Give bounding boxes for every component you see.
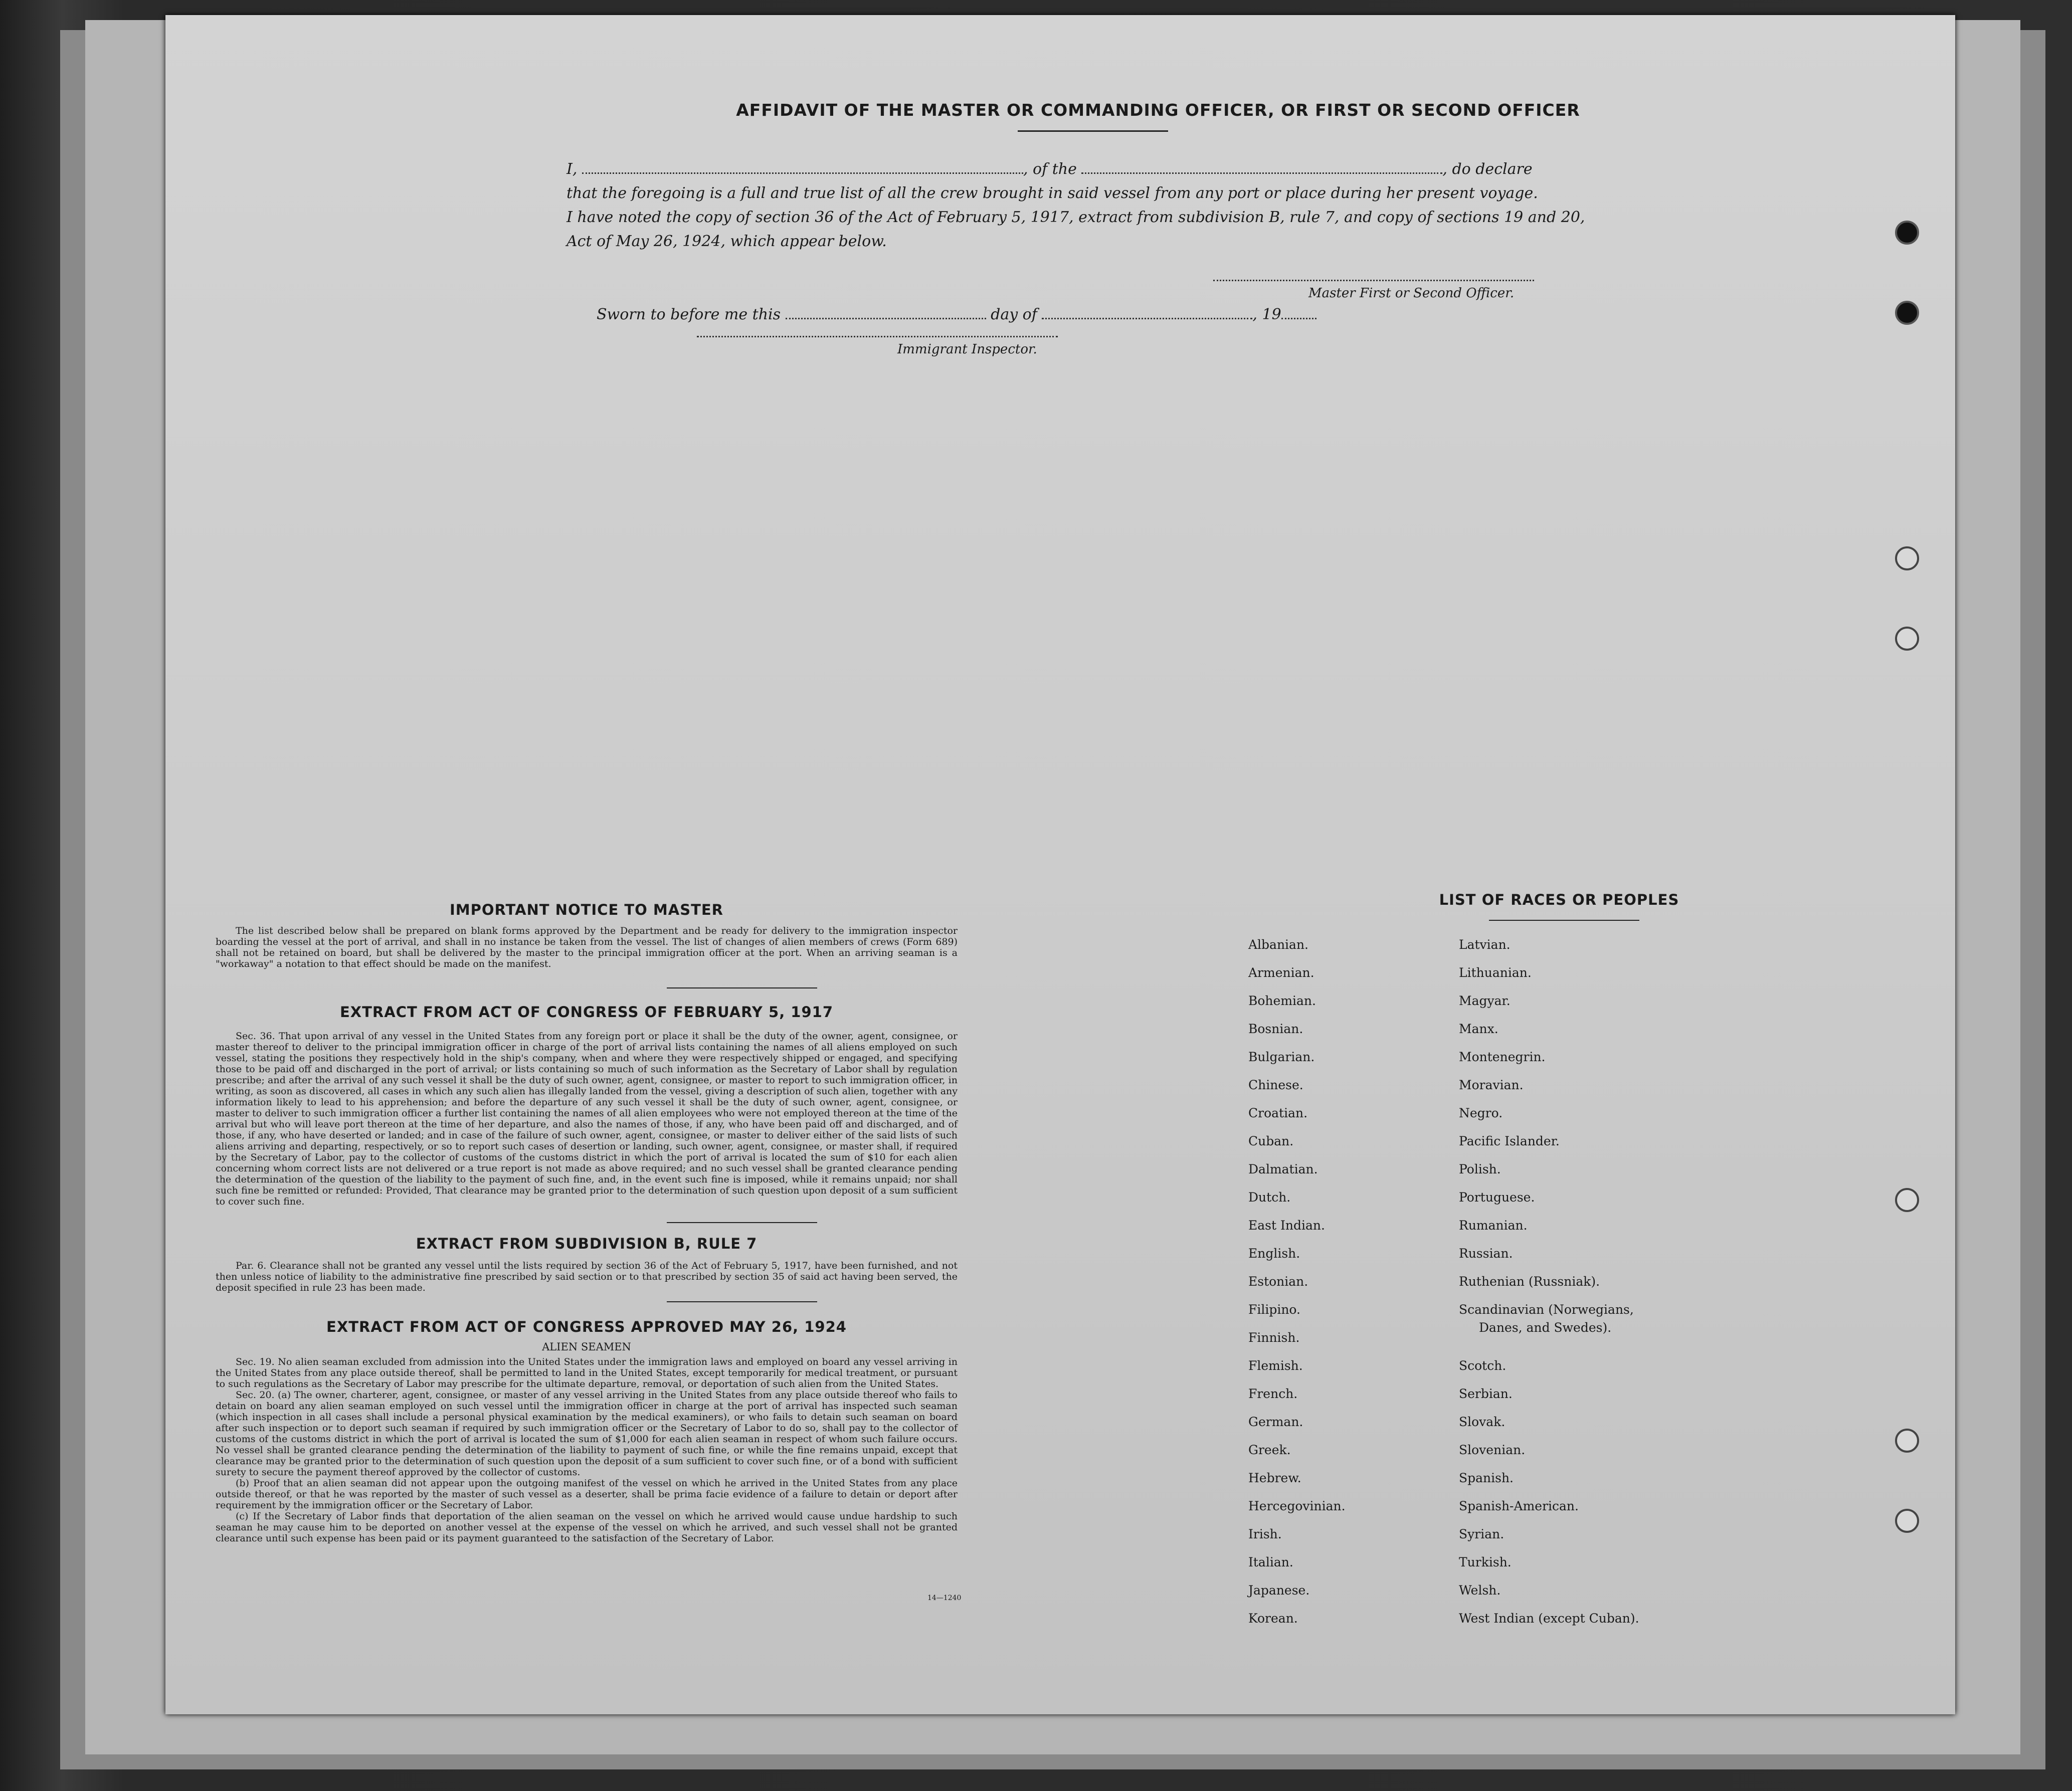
extract-1917-text: Sec. 36. That upon arrival of any vessel in the United States from any foreign port or place it shall be the duty of the owner, agent, consignee, or master thereof to deliver to the principal immigration officer in charge of the port of arrival lists containing the names of all aliens employed on such vessel, stating the positions they respectively hold in the ship's company, when and where they were respectively shipped or engaged, and specifying those to be paid off and discharged in the port of arrival; or lists containing so much of such information as the Secretary of Labor shall by regulation prescribe; and after the arrival of any such vessel it shall be the duty of such owner, agent, consignee, or master to report to such immigration officer, in writing, as soon as discovered, all cases in which any such alien has illegally landed from the vessel, giving a description of such alien, together with any information likely to lead to his apprehension; and before the departure of any such vessel it shall be the duty of such owner, agent, consignee, or master to deliver to such immigration officer a further list containing the names of all alien employees who were not employed thereon at the time of the arrival but who will leave port thereon at the time of her departure, and also the names of those, if any, who have been paid off and discharged, and of those, if any, who have deserted or landed; and in case of the failure of such owner, agent, consignee, or master to deliver either of the said lists of such aliens arriving and departing, respectively, or so to report such cases of desertion or landing, such owner, agent, consignee, or master shall, if required by the Secretary of Labor, pay to the collector of customs of the customs district in which the port of arrival is located the sum of $10 for each alien concerning whom correct lists are not delivered or a true report is not made as above required; and no such vessel shall be granted clearance pending the determination of the question of the liability to the payment of such fine, and, in the event such fine is imposed, while it remains unpaid; nor shall such fine be remitted or refunded: Provided, That clearance may be granted prior to the determination of such question upon deposit of a sum sufficient to cover such fine. — [216, 1031, 958, 1207]
affidavit-line-1: I, , of the , do declare — [567, 160, 1533, 178]
race-item: Greek. — [1248, 1443, 1291, 1457]
punch-hole-icon — [1895, 1509, 1919, 1533]
officer-signature-line[interactable] — [1213, 280, 1534, 281]
notice-heading: IMPORTANT NOTICE TO MASTER — [449, 901, 724, 918]
race-item: Filipino. — [1248, 1302, 1300, 1317]
race-item: English. — [1248, 1246, 1300, 1261]
race-item: Welsh. — [1459, 1583, 1501, 1598]
extract-1917-rule — [667, 1222, 817, 1223]
race-item: East Indian. — [1248, 1218, 1325, 1233]
race-item: Cuban. — [1248, 1134, 1294, 1148]
form-number: 14—1240 — [927, 1594, 962, 1602]
rule7-rule — [667, 1301, 817, 1302]
race-item: Syrian. — [1459, 1527, 1504, 1541]
race-item: Ruthenian (Russniak). — [1459, 1274, 1600, 1289]
race-item: Turkish. — [1459, 1555, 1512, 1569]
race-item: Spanish-American. — [1459, 1499, 1579, 1513]
race-item: Finnish. — [1248, 1330, 1300, 1345]
race-item: Slovenian. — [1459, 1443, 1526, 1457]
race-item: Manx. — [1459, 1022, 1498, 1036]
race-item: Lithuanian. — [1459, 965, 1532, 980]
race-item: Japanese. — [1248, 1583, 1310, 1598]
race-item: Scandinavian (Norwegians, — [1459, 1302, 1634, 1317]
race-item: Korean. — [1248, 1611, 1298, 1626]
vessel-blank[interactable] — [1081, 161, 1442, 174]
race-item: Dutch. — [1248, 1190, 1291, 1205]
punch-hole-icon — [1895, 627, 1919, 651]
race-item: Magyar. — [1459, 993, 1511, 1008]
races-right-column — [1449, 937, 1810, 1639]
race-item: Bohemian. — [1248, 993, 1316, 1008]
sworn-year-blank[interactable] — [1281, 307, 1316, 319]
race-item: Spanish. — [1459, 1471, 1514, 1485]
sworn-month-blank[interactable] — [1042, 307, 1252, 319]
race-item: Moravian. — [1459, 1078, 1524, 1092]
race-item: Portuguese. — [1459, 1190, 1535, 1205]
race-item: Rumanian. — [1459, 1218, 1528, 1233]
affidavit-line-4: Act of May 26, 1924, which appear below. — [567, 233, 887, 250]
extract-1924-text: Sec. 19. No alien seaman excluded from admission into the United States under the immigration laws and employed on board any vessel arriving in the United States from any place outside thereof, shall be permitted to land in the United States, except temporarily for medical treatment, or pursuant to such regulations as the Secretary of Labor may prescribe for the ultimate departure, removal, or deportation of such alien from the United States. Sec. 20. (a) The owner, charterer, agent, consignee, or master of any vessel arriving in the United States from any place outside thereof who fails to detain on board any alien seaman employed on such vessel until the immigration officer in charge at the port of arrival has inspected such seaman (which inspection in all cases shall include a personal physical examination by the medical examiners), or who fails to detain such seaman on board after such inspection or to deport such seaman if required by such immigration officer or the Secretary of Labor to do so, shall pay to the collector of customs of the customs district in which the port of arrival is located the sum of $1,000 for each alien seaman in respect of whom such failure occurs. No vessel shall be granted clearance pending the determination of the liability to payment of such fine, or while the fine remains unpaid, except that clearance may be granted prior to the determination of such question upon the deposit of a sum sufficient to cover such fine, or of a bond with sufficient surety to secure the payment thereof approved by the collector of customs. (b) Proof that an alien seaman did not appear upon the outgoing manifest of the vessel on which he arrived in the United States from any place outside thereof, or that he was reported by the master of such vessel as a deserter, shall be prima facie evidence of a failure to detain or deport after requirement by the immigration officer or the Secretary of Labor. (c) If the Secretary of Labor finds that deportation of the alien seaman on the vessel on which he arrived would cause undue hardship to such seaman he may cause him to be deported on another vessel at the expense of the vessel on which he arrived, and such vessel shall not be granted clearance until such expense has been paid or its payment guaranteed to the satisfaction of the Secretary of Labor. — [216, 1356, 958, 1544]
race-item: Polish. — [1459, 1162, 1501, 1176]
races-left-column — [1238, 937, 1439, 1639]
affidavit-line-2: that the foregoing is a full and true list of all the crew brought in said vessel from any port or place during her present voyage. — [567, 184, 1538, 202]
race-item: Danes, and Swedes). — [1479, 1320, 1612, 1335]
race-item: Irish. — [1248, 1527, 1282, 1541]
race-item: Hercegovinian. — [1248, 1499, 1346, 1513]
race-item: Montenegrin. — [1459, 1050, 1546, 1064]
race-item: Latvian. — [1459, 937, 1511, 952]
races-heading: LIST OF RACES OR PEOPLES — [1439, 891, 1679, 908]
document-page — [165, 15, 1955, 1714]
race-item: Hebrew. — [1248, 1471, 1301, 1485]
race-item: Scotch. — [1459, 1358, 1506, 1373]
rule7-heading: EXTRACT FROM SUBDIVISION B, RULE 7 — [416, 1235, 758, 1252]
race-item: Pacific Islander. — [1459, 1134, 1560, 1148]
rule7-text: Par. 6. Clearance shall not be granted any vessel until the lists required by section 36 of the Act of February 5, 1917, have been furnished, and not then unless notice of liability to the administrative fine prescribed by said section or to that prescribed by section 35 of said act having been served, the deposit specified in rule 23 has been made. — [216, 1260, 958, 1293]
race-item: Flemish. — [1248, 1358, 1303, 1373]
inspector-caption: Immigrant Inspector. — [897, 342, 1037, 357]
race-item: Chinese. — [1248, 1078, 1303, 1092]
punch-hole-icon — [1895, 301, 1919, 325]
name-blank[interactable] — [582, 161, 1023, 174]
affidavit-title: AFFIDAVIT OF THE MASTER OR COMMANDING OFFICER, OR FIRST OR SECOND OFFICER — [736, 100, 1580, 120]
race-item: Dalmatian. — [1248, 1162, 1318, 1176]
race-item: German. — [1248, 1415, 1303, 1429]
punch-hole-icon — [1895, 221, 1919, 245]
races-rule — [1489, 920, 1639, 921]
extract-1924-heading: EXTRACT FROM ACT OF CONGRESS APPROVED MAY 26, 1924 — [326, 1318, 847, 1335]
punch-hole-icon — [1895, 1429, 1919, 1453]
race-item: Bosnian. — [1248, 1022, 1303, 1036]
race-item: Estonian. — [1248, 1274, 1308, 1289]
punch-hole-icon — [1895, 546, 1919, 570]
race-item: Russian. — [1459, 1246, 1513, 1261]
sworn-line: Sworn to before me this day of , 19 — [597, 306, 1316, 323]
notice-rule — [667, 987, 817, 988]
notice-text: The list described below shall be prepared on blank forms approved by the Department and be ready for delivery to the immigration inspector boarding the vessel at the port of arrival, and shall in no instance be taken from the vessel. The list of changes of alien members of crews (Form 689) shall not be retained on board, but shall be delivered by the master to the principal immigration officer at the port. When an arriving seaman is a "workaway" a notation to that effect should be made on the manifest. — [216, 925, 958, 969]
extract-1917-heading: EXTRACT FROM ACT OF CONGRESS OF FEBRUARY 5, 1917 — [339, 1004, 834, 1021]
race-item: Negro. — [1459, 1106, 1503, 1120]
inspector-signature-line[interactable] — [697, 336, 1058, 337]
race-item: West Indian (except Cuban). — [1459, 1611, 1639, 1626]
race-item: Serbian. — [1459, 1386, 1513, 1401]
race-item: Armenian. — [1248, 965, 1314, 980]
alien-seamen-subheading: ALIEN SEAMEN — [542, 1341, 631, 1353]
race-item: Bulgarian. — [1248, 1050, 1315, 1064]
race-item: Albanian. — [1248, 937, 1309, 952]
sworn-day-blank[interactable] — [786, 307, 986, 319]
affidavit-line-3: I have noted the copy of section 36 of the Act of February 5, 1917, extract from subdivision B, rule 7, and copy of sections 19 and 20, — [567, 209, 1585, 226]
race-item: French. — [1248, 1386, 1298, 1401]
title-rule — [1018, 130, 1168, 132]
officer-caption: Master First or Second Officer. — [1308, 286, 1515, 301]
race-item: Croatian. — [1248, 1106, 1308, 1120]
race-item: Slovak. — [1459, 1415, 1505, 1429]
punch-hole-icon — [1895, 1188, 1919, 1212]
race-item: Italian. — [1248, 1555, 1293, 1569]
